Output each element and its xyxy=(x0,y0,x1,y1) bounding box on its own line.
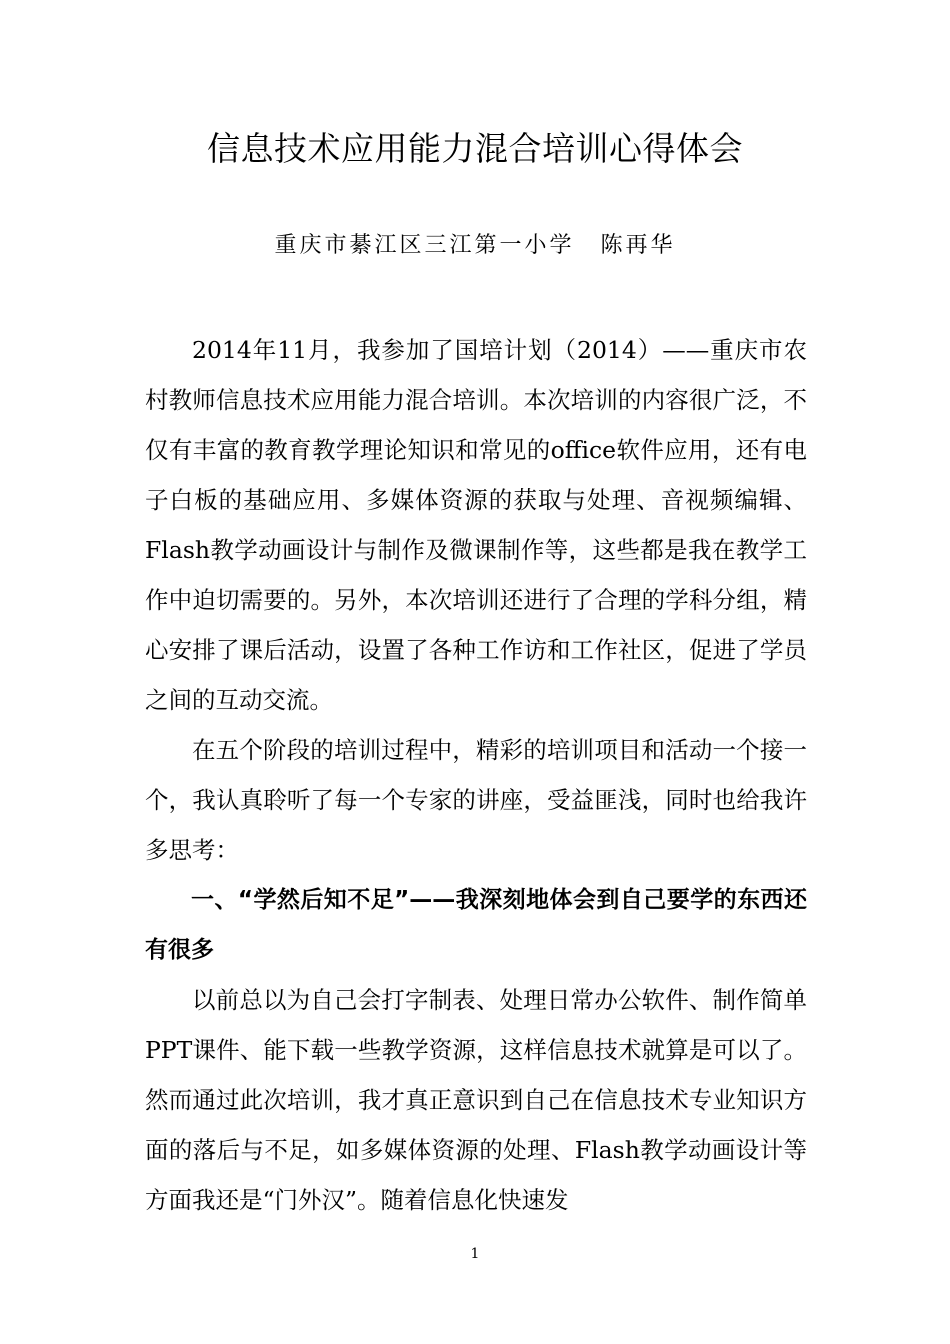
document-body xyxy=(145,325,807,1225)
author-name: 陈再华 xyxy=(600,233,676,258)
document-title: 信息技术应用能力混合培训心得体会 xyxy=(207,129,743,168)
section-heading: 一、“学然后知不足”——我深刻地体会到自己要学的东西还有很多 xyxy=(145,887,807,963)
author-line xyxy=(0,226,950,266)
page-number: 1 xyxy=(470,1246,480,1262)
section-paragraph: 以前总以为自己会打字制表、处理日常办公软件、制作简单PPT课件、能下载一些教学资源，这样信息技术就算是可以了。然而通过此次培训，我才真正意识到自己在信息技术专业知识方面的落后与不足，如多媒体资源的处理、Flash教学动画设计等方面我还是“门外汉”。随着信息化快速发 xyxy=(145,986,807,1214)
paragraph-1: 2014年11月，我参加了国培计划（2014）——重庆市农村教师信息技术应用能力混合培训。本次培训的内容很广泛，不仅有丰富的教育教学理论知识和常见的office软件应用，还有电子白板的基础应用、多媒体资源的获取与处理、音视频编辑、Flash教学动画设计与制作及微课制作等，这些都是我在教学工作中迫切需要的。另外，本次培训还进行了合理的学科分组，精心安排了课后活动，设置了各种工作访和工作社区，促进了学员之间的互动交流。 xyxy=(145,336,807,714)
author-school: 重庆市綦江区三江第一小学 xyxy=(274,233,575,258)
paragraph-2: 在五个阶段的培训过程中，精彩的培训项目和活动一个接一个，我认真聆听了每一个专家的讲座，受益匪浅，同时也给我许多思考： xyxy=(145,736,807,864)
